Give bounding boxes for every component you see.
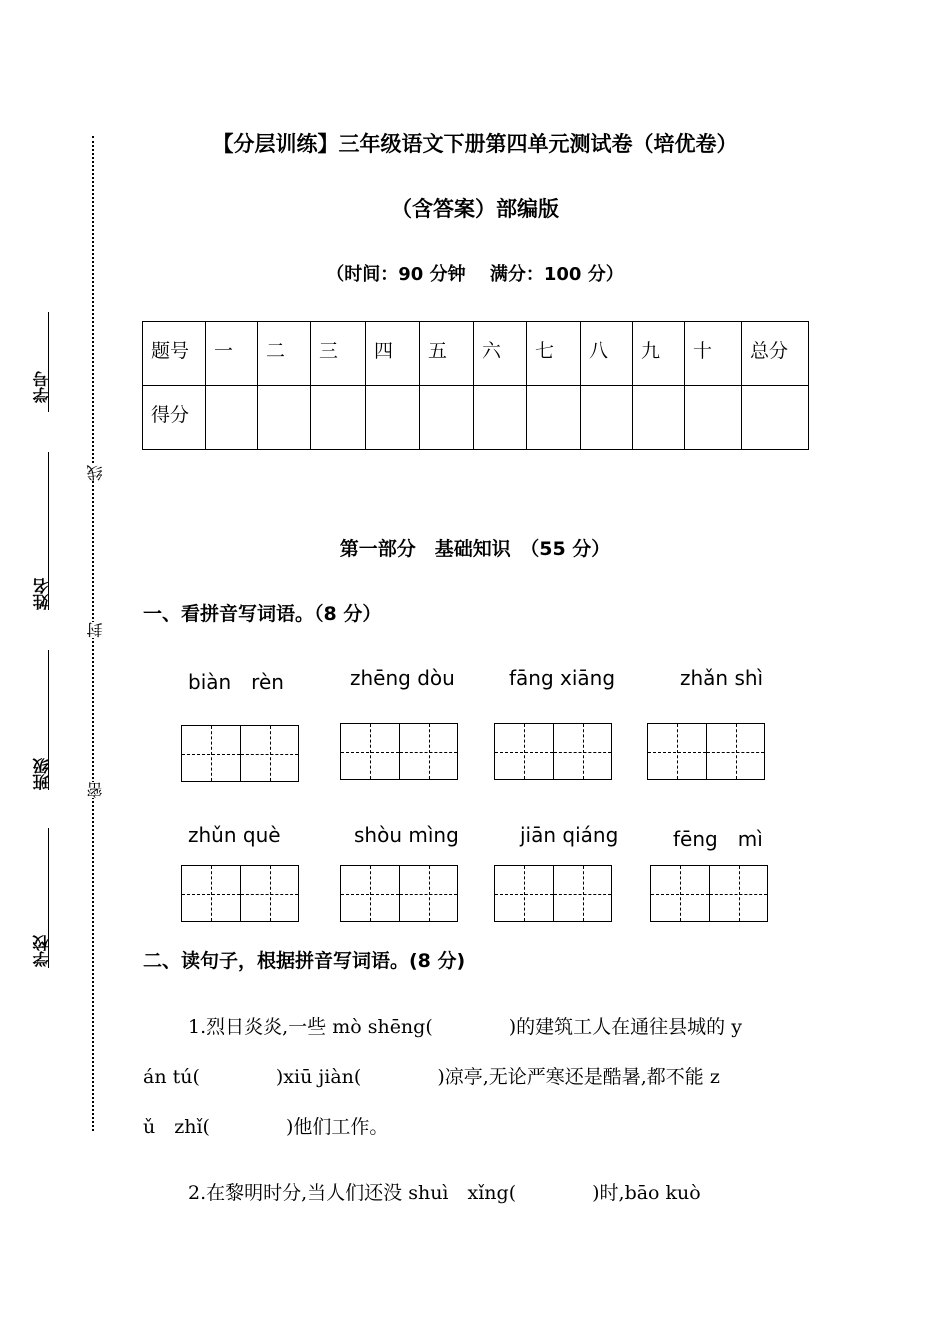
score-entry-cell[interactable] bbox=[206, 386, 258, 450]
student-id-label: 学号 bbox=[32, 371, 51, 403]
q2-sentence1-line3: ǔ zhǐ( )他们工作。 bbox=[143, 1116, 389, 1138]
pinyin-label: fēng mì bbox=[673, 827, 763, 851]
writing-grid[interactable] bbox=[647, 723, 765, 780]
score-table-cell: 五 bbox=[420, 322, 474, 386]
exam-title-line2: （含答案）部编版 bbox=[391, 197, 559, 221]
name-blank[interactable] bbox=[48, 452, 50, 610]
writing-grid[interactable] bbox=[494, 723, 612, 780]
school-label: 学校 bbox=[32, 935, 51, 967]
q2-heading: 二、读句子，根据拼音写词语。(8 分) bbox=[143, 950, 466, 972]
score-entry-cell[interactable] bbox=[366, 386, 420, 450]
score-table-cell: 题号 bbox=[143, 322, 206, 386]
class-label: 班级 bbox=[32, 758, 51, 790]
exam-title-line1: 【分层训练】三年级语文下册第四单元测试卷（培优卷） bbox=[212, 132, 738, 156]
score-table-cell: 三 bbox=[311, 322, 366, 386]
score-entry-cell[interactable] bbox=[311, 386, 366, 450]
score-table-cell: 七 bbox=[527, 322, 581, 386]
pinyin-label: jiān qiáng bbox=[520, 823, 619, 847]
exam-time-info: （时间：90 分钟 满分：100 分） bbox=[326, 264, 624, 285]
score-table-cell: 一 bbox=[206, 322, 258, 386]
score-entry-cell[interactable] bbox=[581, 386, 633, 450]
pinyin-label: zhǔn què bbox=[188, 823, 281, 847]
score-table-cell: 九 bbox=[633, 322, 685, 386]
writing-grid[interactable] bbox=[340, 865, 458, 922]
pinyin-label: zhēng dòu bbox=[350, 666, 455, 690]
pinyin-label: biàn rèn bbox=[188, 670, 284, 694]
writing-grid[interactable] bbox=[650, 865, 768, 922]
score-entry-cell[interactable] bbox=[474, 386, 527, 450]
pinyin-label: zhǎn shì bbox=[680, 666, 764, 690]
seal-mark-seal: 封 bbox=[86, 622, 105, 638]
school-blank[interactable] bbox=[48, 828, 50, 968]
student-id-blank[interactable] bbox=[48, 312, 50, 412]
score-table-cell: 八 bbox=[581, 322, 633, 386]
score-entry-cell[interactable] bbox=[527, 386, 581, 450]
q2-sentence1-line2: án tú( )xiū jiàn( )凉亭,无论严寒还是酷暑,都不能 z bbox=[143, 1066, 720, 1088]
seal-mark-secret: 密 bbox=[86, 782, 105, 798]
score-table bbox=[142, 321, 809, 450]
writing-grid[interactable] bbox=[494, 865, 612, 922]
writing-grid[interactable] bbox=[181, 725, 299, 782]
score-table-header-row bbox=[143, 322, 809, 386]
score-table-score-row bbox=[143, 386, 809, 450]
score-table-cell: 四 bbox=[366, 322, 420, 386]
q1-heading: 一、看拼音写词语。（8 分） bbox=[143, 603, 382, 625]
writing-grid[interactable] bbox=[340, 723, 458, 780]
writing-grid[interactable] bbox=[181, 865, 299, 922]
score-entry-cell[interactable] bbox=[633, 386, 685, 450]
score-table-cell: 总分 bbox=[742, 322, 809, 386]
score-entry-cell[interactable] bbox=[420, 386, 474, 450]
pinyin-label: shòu mìng bbox=[354, 823, 459, 847]
seal-mark-line: 线 bbox=[86, 465, 105, 481]
pinyin-label: fāng xiāng bbox=[509, 666, 616, 690]
score-entry-cell[interactable] bbox=[258, 386, 311, 450]
score-entry-cell[interactable] bbox=[742, 386, 809, 450]
score-table-cell: 二 bbox=[258, 322, 311, 386]
name-label: 姓名 bbox=[32, 578, 51, 610]
score-table-cell: 得分 bbox=[143, 386, 206, 450]
q2-sentence1-line1: 1.烈日炎炎,一些 mò shēng( )的建筑工人在通往县城的 y bbox=[188, 1016, 742, 1038]
score-table-cell: 十 bbox=[685, 322, 742, 386]
part1-heading: 第一部分 基础知识 （55 分） bbox=[339, 538, 611, 560]
score-entry-cell[interactable] bbox=[685, 386, 742, 450]
q2-sentence2-line1: 2.在黎明时分,当人们还没 shuì xǐng( )时,bāo kuò bbox=[188, 1182, 701, 1204]
class-blank[interactable] bbox=[48, 650, 50, 790]
score-table-cell: 六 bbox=[474, 322, 527, 386]
